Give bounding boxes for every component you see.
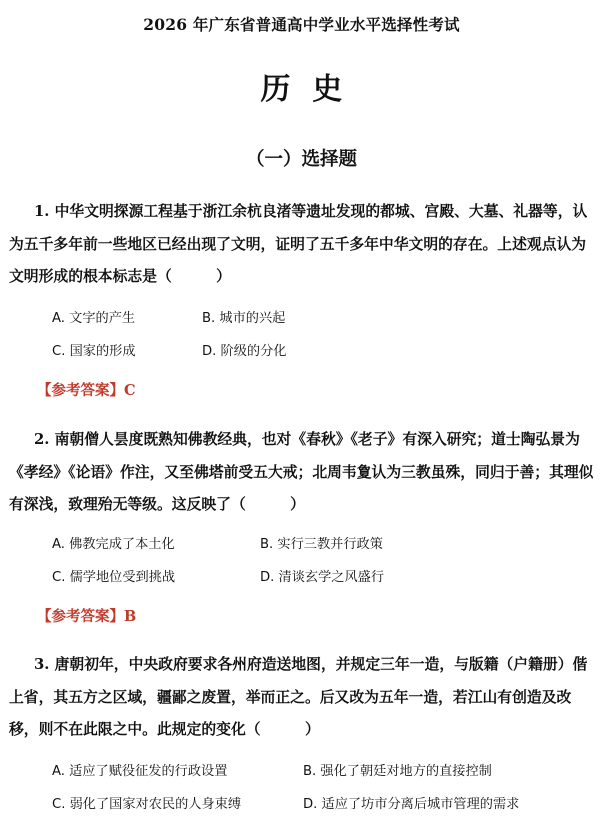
question-1-answer bbox=[37, 379, 136, 400]
question-2-option-a[interactable]: A. 佛教完成了本土化 bbox=[52, 537, 175, 552]
question-3-option-c[interactable]: C. 弱化了国家对农民的人身束缚 bbox=[52, 797, 242, 812]
question-3-option-d[interactable]: D. 适应了坊市分离后城市管理的需求 bbox=[303, 797, 520, 812]
question-1-text: 1. 中华文明探源工程基于浙江余杭良渚等遗址发现的都城、宫殿、大墓、礼器等，认为五千多年前一些地区已经出现了文明，证明了五千多年中华文明的存在。上述观点认为文明形成的根本标志是（ ） bbox=[9, 203, 588, 285]
question-2-text: 2. 南朝僧人昙度既熟知佛教经典，也对《春秋》《老子》有深入研究；道士陶弘景为《孝经》《论语》作注，又至佛塔前受五大戒；北周韦夐认为三教虽殊，同归于善；其理似有深浅，致理殆无等级。这反映了（ ） bbox=[9, 431, 594, 513]
answer-label: 【参考答案】 bbox=[37, 608, 124, 625]
question-2-option-c[interactable]: C. 儒学地位受到挑战 bbox=[52, 570, 176, 585]
question-3-option-b[interactable]: B. 强化了朝廷对地方的直接控制 bbox=[303, 764, 492, 779]
section-heading: （一）选择题 bbox=[245, 149, 357, 170]
question-3-option-a[interactable]: A. 适应了赋役征发的行政设置 bbox=[52, 764, 228, 779]
subject-title: 历 史 bbox=[260, 72, 343, 107]
question-2-option-d[interactable]: D. 清谈玄学之风盛行 bbox=[260, 570, 385, 585]
answer-value: C bbox=[124, 382, 136, 399]
question-1-option-b[interactable]: B. 城市的兴起 bbox=[202, 311, 286, 326]
exam-title: 2026 年广东省普通高中学业水平选择性考试 bbox=[143, 15, 460, 34]
question-3-text: 3. 唐朝初年，中央政府要求各州府造送地图，并规定三年一造，与版籍（户籍册）偕上省，其五方之区域，疆鄙之废置，举而正之。后又改为五年一造，若江山有创造及改移，则不在此限之中。此规定的变化（ ） bbox=[9, 656, 588, 738]
question-1-option-d[interactable]: D. 阶级的分化 bbox=[202, 344, 287, 359]
question-1-option-a[interactable]: A. 文字的产生 bbox=[52, 311, 136, 326]
answer-value: B bbox=[124, 608, 137, 625]
question-2-answer bbox=[37, 605, 136, 626]
question-2-option-b[interactable]: B. 实行三教并行政策 bbox=[260, 537, 383, 552]
question-1-option-c[interactable]: C. 国家的形成 bbox=[52, 344, 136, 359]
answer-label: 【参考答案】 bbox=[37, 382, 124, 399]
